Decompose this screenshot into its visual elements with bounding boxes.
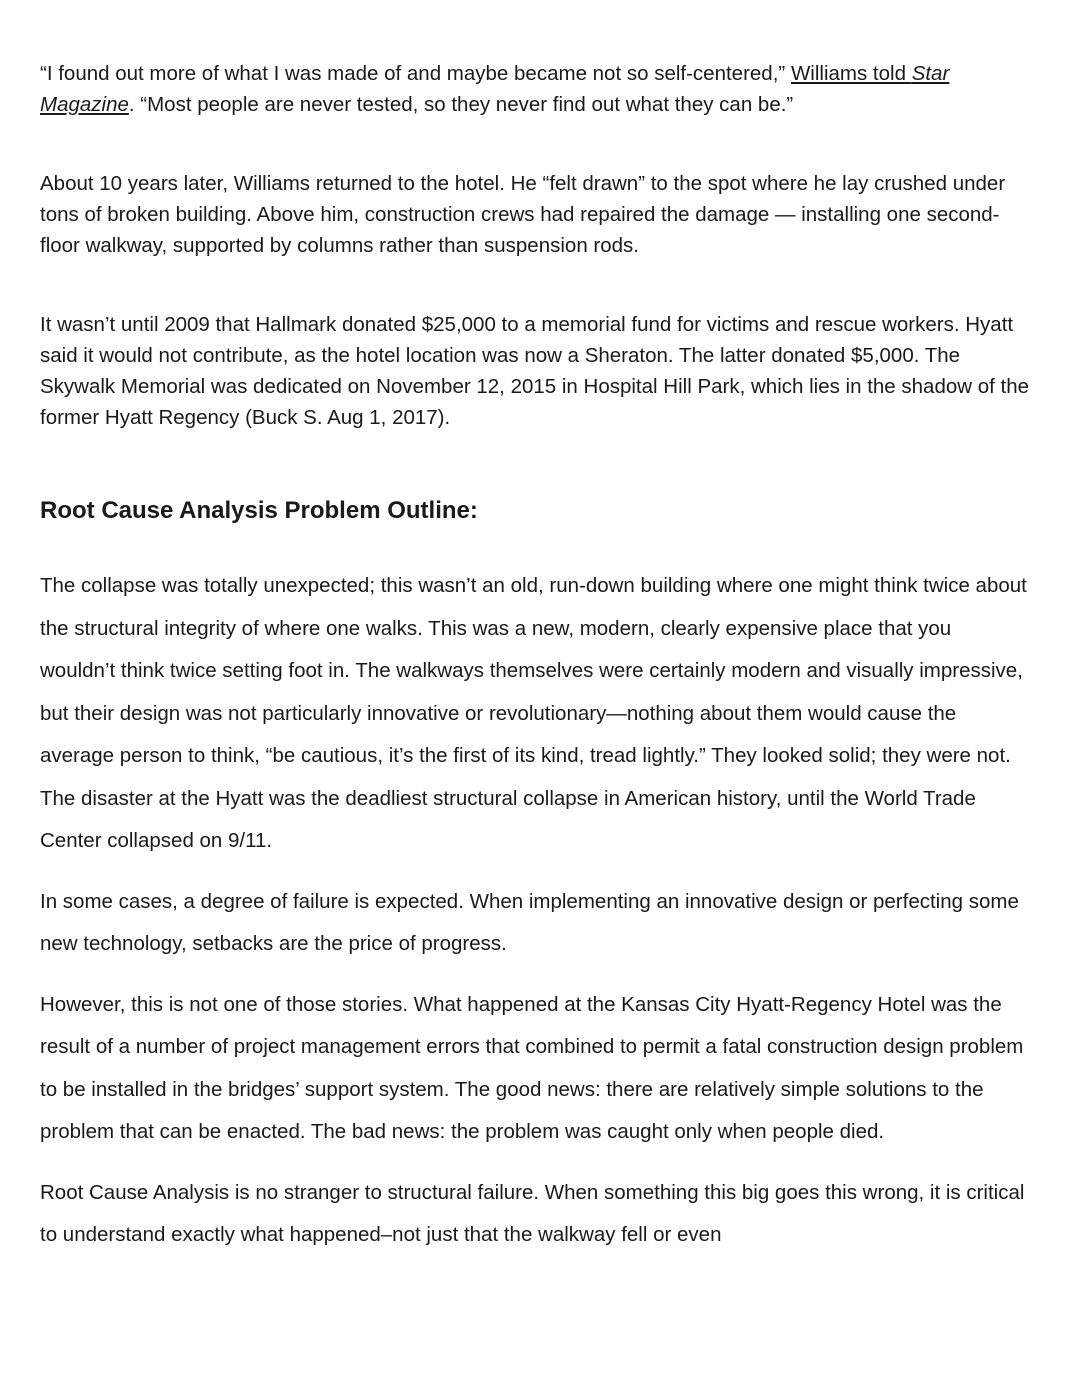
collapse-paragraph: The collapse was totally unexpected; this wasn’t an old, run-down building where one might think twice about the structural integrity of where one walks. This was a new, modern, clearly expensive place that you wouldn’t think twice setting foot in. The walkways themselves were certainly modern and visually impressive, but their design was not particularly innovative or revolutionary—nothing about them would cause the average person to think, “be cautious, it’s the first of its kind, tread lightly.” They looked solid; they were not. The disaster at the Hyatt was the deadliest structural collapse in American history, until the World Trade Center collapsed on 9/11. <box>40 574 1027 852</box>
document-page <box>40 58 1030 1257</box>
quote-paragraph <box>40 58 1030 120</box>
link-text-italic: Star Magazine <box>40 62 950 116</box>
however-paragraph: However, this is not one of those stories. What happened at the Kansas City Hyatt-Regency Hotel was the result of a number of project management errors that combined to permit a fatal construction design problem to be installed in the bridges’ support system. The good news: there are relatively simple solutions to the problem that can be enacted. The bad news: the problem was caught only when people died. <box>40 992 1024 1143</box>
section-heading: Root Cause Analysis Problem Outline: <box>40 497 478 524</box>
quote-end-text: . “Most people are never tested, so they never find out what they can be.” <box>128 93 794 116</box>
quote-start-text: “I found out more of what I was made of and maybe became not so self-centered,” <box>40 62 786 85</box>
rca-paragraph: Root Cause Analysis is no stranger to structural failure. When something this big goes this wrong, it is critical to understand exactly what happened–not just that the walkway fell or even <box>40 1180 1025 1246</box>
memorial-paragraph: It wasn’t until 2009 that Hallmark donated $25,000 to a memorial fund for victims and rescue workers. Hyatt said it would not contribute, as the hotel location was now a Sheraton. The latter donated $5,000. The Skywalk Memorial was dedicated on November 12, 2015 in Hospital Hill Park, which lies in the shadow of the former Hyatt Regency (Buck S. Aug 1, 2017). <box>40 313 1030 429</box>
return-paragraph: About 10 years later, Williams returned to the hotel. He “felt drawn” to the spot where he lay crushed under tons of broken building. Above him, construction crews had repaired the damage — installing one second-floor walkway, supported by columns rather than suspension rods. <box>40 172 1006 257</box>
link-text: Williams told <box>790 62 912 85</box>
failure-cases-paragraph: In some cases, a degree of failure is expected. When implementing an innovative design or perfecting some new technology, setbacks are the price of progress. <box>40 889 1019 955</box>
